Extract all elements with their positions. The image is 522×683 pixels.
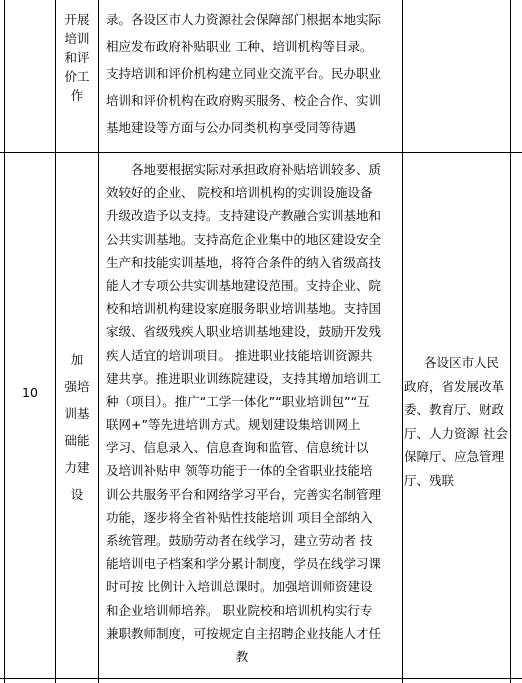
content-line: 能培训电子档案和学分累计制度，学员在线学习课 [106, 556, 382, 572]
content-line: 基地建设等方面与公办同类机构享受同等待遇 [106, 120, 357, 135]
content-line: 学习、信息录入、信息查询和监管、信息统计以 [106, 440, 369, 456]
content-line: 联网+”等先进培训方式。规划建设集培训网上 [106, 417, 361, 433]
department-line: 厅、残联 [404, 472, 455, 488]
content-line: 时可按 比例计入培训总课时。加强培训师资建设 [106, 579, 373, 595]
category-line: 作 [70, 88, 84, 103]
content-line: 系统管理。鼓励劳动者在线学习，建立劳动者 技 [106, 533, 373, 548]
content-line: 兼职教师制度，可按规定自主招聘企业技能人才任 [106, 625, 382, 641]
column-divider-departments [510, 0, 511, 683]
department-line: 厅、人力资源 社会 [404, 425, 508, 441]
content-line: 及培训补贴申 领等功能于一体的全省职业技能培 [106, 463, 373, 479]
content-line: 支持培训和评价机构建立同业交流平台。民办职业 [106, 66, 382, 81]
department-line: 政府，省发展改革 [404, 378, 505, 394]
category-line: 训基 [64, 406, 90, 421]
table-border-left [4, 0, 5, 683]
content-cell-10 [106, 160, 398, 670]
category-line: 设 [70, 487, 84, 502]
content-cell-top [106, 10, 398, 145]
category-cell-top [56, 10, 98, 105]
row-number: 10 [22, 385, 38, 400]
content-line: 疾人适宜的培训项目。 推进职业技能培训资源共 [106, 347, 373, 363]
row-divider-top [0, 152, 522, 153]
category-line: 加 [70, 352, 84, 367]
content-line: 培训和评价机构在政府购买服务、校企合作、实训 [106, 93, 382, 108]
category-line: 开展 [64, 12, 90, 27]
content-line: 能人才专项公共实训基地建设范围。支持企业、院 [106, 277, 382, 293]
content-line: 建共享。推进职业训练院建设，支持其增加培训工 [106, 370, 382, 386]
content-line: 录。各设区市人力资源社会保障部门根据本地实际 [106, 12, 382, 27]
row-divider-bottom [0, 678, 522, 679]
category-line: 培训 [64, 31, 90, 46]
content-line: 训公共服务平台和网络学习平台，完善实名制管理 [106, 486, 382, 502]
content-line: 种（项目）。推广“工学一体化”“职业培训包”“互 [106, 393, 370, 409]
department-line: 保障厅、应急管理 [404, 449, 505, 464]
department-line: 委、教育厅、财政 [404, 402, 505, 417]
content-line: 家级、省级残疾人职业培训基地建设，鼓励开发残 [106, 324, 382, 340]
content-line: 教 [235, 648, 249, 664]
content-line: 和企业培训师培养。 职业院校和培训机构实行专 [106, 602, 373, 618]
category-line: 强培 [64, 379, 90, 394]
category-line: 础能 [64, 433, 90, 448]
category-line: 和评 [64, 50, 90, 65]
content-line: 相应发布政府补贴职业 工种、培训机构等目录。 [106, 39, 373, 54]
content-line: 效较好的企业、 院校和培训机构的实训设施设备 [106, 185, 373, 201]
content-line: 校和培训机构建设家庭服务职业培训基地。支持国 [106, 301, 382, 317]
content-line: 各地要根据实际对承担政府补贴培训较多、质 [131, 162, 382, 177]
column-divider-content [402, 0, 403, 683]
category-cell-10 [56, 350, 98, 512]
departments-cell-10 [404, 353, 508, 494]
category-line: 力建 [64, 460, 90, 475]
content-line: 公共实训基地。支持高危企业集中的地区建设安全 [106, 231, 382, 247]
category-line: 价工 [64, 69, 90, 84]
content-line: 升级改造予以支持。支持建设产教融合实训基地和 [106, 208, 382, 224]
department-line: 各设区市人民 [424, 355, 500, 370]
content-line: 生产和技能实训基地，将符合条件的纳入省级高技 [106, 254, 382, 270]
content-line: 功能，逐步将全省补贴性技能培训 项目全部纳入 [106, 509, 373, 525]
column-divider-category [98, 0, 99, 683]
